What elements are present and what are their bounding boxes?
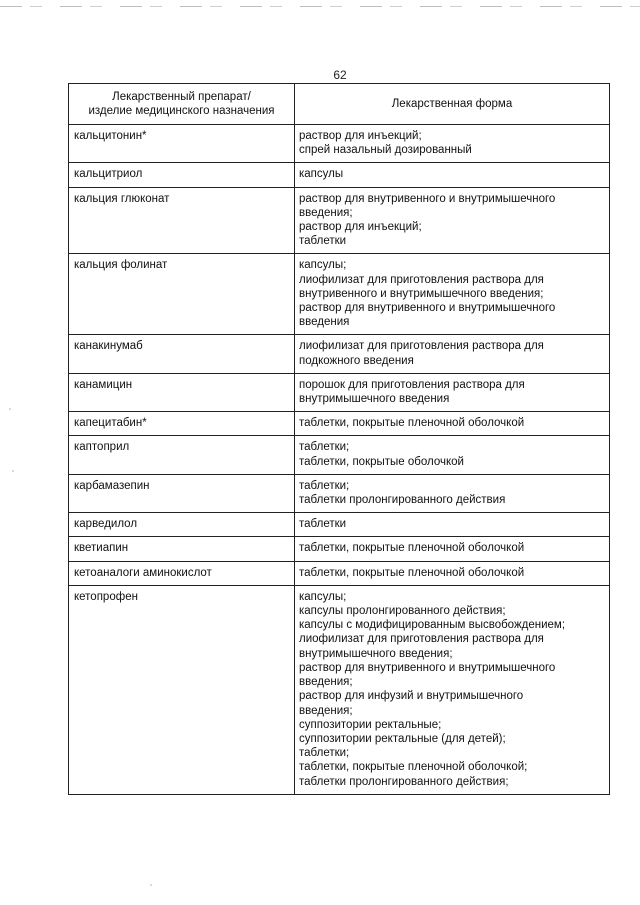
table-row — [69, 163, 610, 187]
drug-name-cell — [69, 125, 295, 163]
dosage-form-cell — [295, 537, 610, 561]
dosage-form-line: таблетки, покрытые пленочной оболочкой — [299, 566, 525, 579]
dosage-form-line: капсулы — [299, 168, 344, 181]
drug-name-cell — [69, 335, 295, 373]
page-number: 62 — [333, 68, 347, 82]
dosage-form-line: раствор для внутривенного и внутримышечного — [299, 192, 556, 205]
dosage-form-line: введения; — [299, 676, 353, 689]
dosage-form-line: внутримышечного введения — [299, 393, 450, 406]
dosage-form-line: суппозитории ректальные (для детей); — [299, 732, 506, 745]
dosage-form-line: капсулы; — [299, 590, 347, 603]
table-row — [69, 537, 610, 561]
drug-table — [68, 83, 610, 795]
scan-speck — [12, 470, 14, 472]
drug-name: канакинумаб — [74, 340, 143, 353]
table-row — [69, 561, 610, 585]
drug-name: кальцитриол — [74, 168, 143, 181]
dosage-form-cell — [295, 585, 610, 794]
dosage-form-cell — [295, 163, 610, 187]
table-header-row — [69, 84, 610, 125]
dosage-form-line: таблетки; — [299, 479, 350, 492]
dosage-form-line: внутримышечного введения; — [299, 647, 453, 660]
dosage-form-line: таблетки, покрытые пленочной оболочкой — [299, 542, 525, 555]
drug-name-cell — [69, 163, 295, 187]
dosage-form-line: таблетки, покрытые пленочной оболочкой; — [299, 761, 528, 774]
dosage-form-line: суппозитории ректальные; — [299, 718, 442, 731]
drug-name-cell — [69, 585, 295, 794]
drug-name: капецитабин* — [74, 417, 147, 430]
dosage-form-line: таблетки; — [299, 441, 350, 454]
dosage-form-cell — [295, 561, 610, 585]
dosage-form-line: раствор для инфузий и внутримышечного — [299, 690, 524, 703]
drug-name: кальция глюконат — [74, 192, 170, 205]
table-row — [69, 335, 610, 373]
column-header-line: Лекарственная форма — [391, 97, 513, 110]
drug-name: карбамазепин — [74, 479, 150, 492]
table-row — [69, 373, 610, 411]
drug-name-cell — [69, 412, 295, 436]
dosage-form-cell — [295, 513, 610, 537]
dosage-form-line: спрей назальный дозированный — [299, 144, 472, 157]
drug-name-cell — [69, 513, 295, 537]
dosage-form-line: введения — [299, 316, 350, 329]
table-row — [69, 436, 610, 474]
dosage-form-line: таблетки, покрытые пленочной оболочкой — [299, 417, 525, 430]
drug-name-cell — [69, 254, 295, 335]
dosage-form-line: внутривенного и внутримышечного введения; — [299, 287, 544, 300]
drug-name-cell — [69, 373, 295, 411]
dosage-form-line: таблетки пролонгированного действия; — [299, 775, 509, 788]
dosage-form-cell — [295, 436, 610, 474]
dosage-form-line: таблетки — [299, 235, 347, 248]
drug-name: кальцитонин* — [74, 130, 147, 142]
dosage-form-line: капсулы; — [299, 259, 347, 272]
dosage-form-line: порошок для приготовления раствора для — [299, 378, 525, 391]
dosage-form-line: капсулы пролонгированного действия; — [299, 605, 506, 618]
drug-name-cell — [69, 474, 295, 512]
dosage-form-line: подкожного введения — [299, 354, 414, 367]
drug-name: канамицин — [74, 378, 133, 391]
dosage-form-cell — [295, 474, 610, 512]
dosage-form-cell — [295, 373, 610, 411]
dosage-form-line: введения; — [299, 704, 353, 717]
dosage-form-line: введения; — [299, 206, 353, 219]
dosage-form-line: капсулы с модифицированным высвобождением; — [299, 619, 566, 632]
dosage-form-line: лиофилизат для приготовления раствора для — [299, 273, 544, 286]
dosage-form-line: таблетки — [299, 518, 347, 531]
dosage-form-line: таблетки; — [299, 747, 350, 760]
dosage-form-cell — [295, 254, 610, 335]
table-body — [69, 125, 610, 795]
table-row — [69, 125, 610, 163]
table-row — [69, 513, 610, 537]
dosage-form-line: раствор для внутривенного и внутримышечного — [299, 661, 556, 674]
drug-name-cell — [69, 436, 295, 474]
dosage-form-line: раствор для внутривенного и внутримышечного — [299, 302, 556, 315]
table-row — [69, 585, 610, 794]
dosage-form-line: таблетки, покрытые оболочкой — [299, 455, 464, 468]
drug-name: кальция фолинат — [74, 259, 168, 272]
dosage-form-cell — [295, 125, 610, 163]
dosage-form-line: лиофилизат для приготовления раствора для — [299, 340, 544, 353]
dosage-form-line: таблетки пролонгированного действия — [299, 494, 506, 507]
dosage-form-line: раствор для инъекций; — [299, 221, 422, 234]
column-header-drug — [69, 84, 295, 125]
column-header-line: Лекарственный препарат/ — [112, 90, 251, 103]
dosage-form-cell — [295, 412, 610, 436]
scan-speck — [150, 884, 152, 886]
scan-speck — [9, 408, 11, 410]
table-row — [69, 474, 610, 512]
scan-artifact-line — [0, 6, 640, 7]
dosage-form-line: лиофилизат для приготовления раствора для — [299, 633, 544, 646]
dosage-form-cell — [295, 187, 610, 254]
dosage-form-cell — [295, 335, 610, 373]
drug-name-cell — [69, 537, 295, 561]
drug-name: карведилол — [74, 518, 138, 531]
drug-name-cell — [69, 561, 295, 585]
drug-name: кетоаналоги аминокислот — [74, 566, 212, 579]
drug-name-cell — [69, 187, 295, 254]
column-header-form — [295, 84, 610, 125]
column-header-line: изделие медицинского назначения — [88, 105, 275, 117]
table-row — [69, 254, 610, 335]
drug-name: каптоприл — [74, 441, 130, 454]
drug-name: кветиапин — [74, 542, 129, 555]
drug-name: кетопрофен — [74, 590, 138, 603]
dosage-form-line: раствор для инъекций; — [299, 130, 422, 142]
table-row — [69, 412, 610, 436]
table-row — [69, 187, 610, 254]
